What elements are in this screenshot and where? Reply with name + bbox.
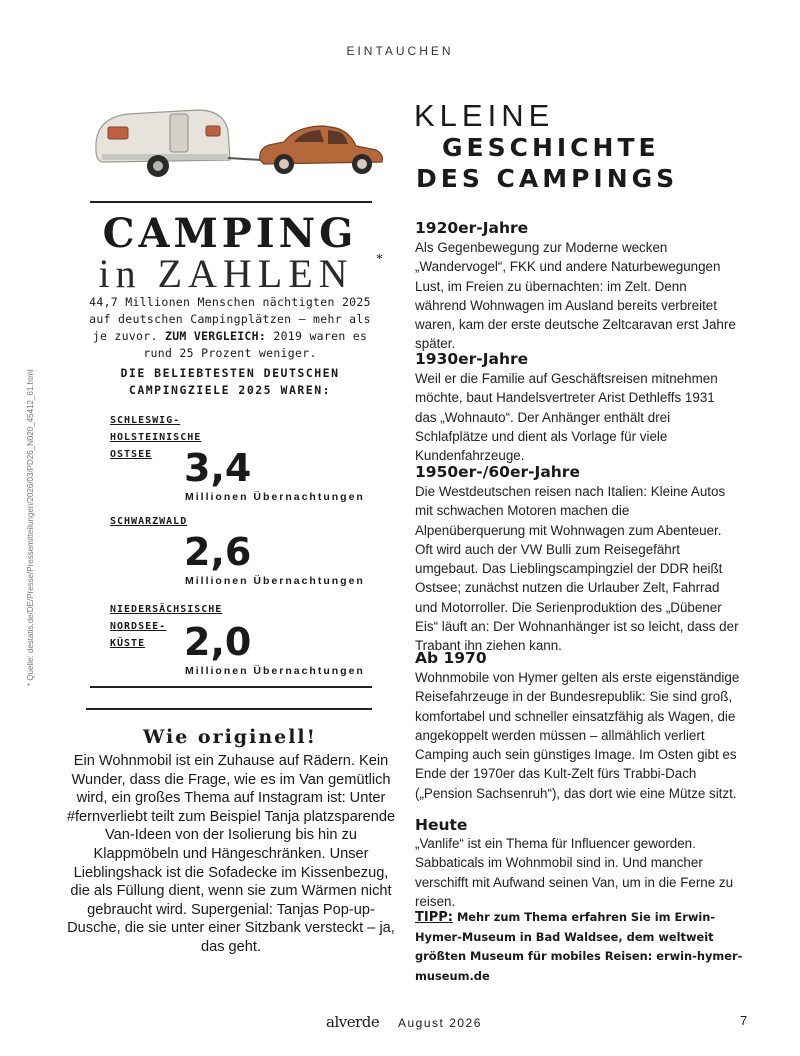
stat-unit-nordsee: Millionen Übernachtungen bbox=[185, 665, 365, 677]
page-number: 7 bbox=[740, 1013, 748, 1028]
stat-label-line: HOLSTEINISCHE bbox=[110, 432, 202, 443]
stat-label-line: NORDSEE- bbox=[110, 621, 167, 632]
divider-mid bbox=[90, 686, 372, 688]
tip-label: TIPP: bbox=[415, 910, 453, 925]
history-title-line2: GESCHICHTE bbox=[442, 133, 660, 162]
footnote-asterisk: * bbox=[376, 252, 383, 267]
footer-brand-logo: alverde bbox=[326, 1013, 380, 1031]
stats-intro-end: 2019 waren es rund 25 Prozent weniger. bbox=[143, 329, 368, 360]
stats-heading: DIE BELIEBTESTEN DEUTSCHEN CAMPINGZIELE 2025 WAREN: bbox=[120, 366, 340, 397]
stat-label-line: SCHWARZWALD bbox=[110, 516, 188, 527]
section-text-1970: Wohnmobile von Hymer gelten als erste eigenständige Reisefahrzeuge in der Bundesrepublik: Sie sind groß, komfortabel und schneller einsatzfähig als Wagen, die angekoppelt werden müssen – allmählich verliert Camping auch sein günstiges Image. Im Osten gibt es Ende der 1970er das Kult-Zelt fürs Trabbi-Dach („Pension Sachsenruh“), das dort wie eine Mütze sitzt. bbox=[415, 670, 740, 801]
source-note: * Quelle: destatis.de/DE/Presse/Pressemitteilungen/2026/03/PD26_N020_45412_61.html bbox=[26, 369, 35, 686]
stat-label-line: NIEDERSÄCHSISCHE bbox=[110, 604, 223, 615]
stat-label-schwarzwald bbox=[110, 513, 200, 530]
stats-intro-bold: ZUM VERGLEICH: bbox=[164, 329, 267, 343]
section-text-1920: Als Gegenbewegung zur Moderne wecken „Wandervogel“, FKK und andere Naturbewegungen Lust, im Freien zu übernachten: im Zelt. Denn während Wohnwagen im Ausland bereits verbreitet waren, kam der erste deutsche Zeltcaravan erst Jahre später. bbox=[415, 240, 736, 352]
stat-label-line: KÜSTE bbox=[110, 638, 146, 649]
stat-label-line: SCHLESWIG- bbox=[110, 415, 181, 426]
section-text-heute: „Vanlife“ ist ein Thema für Influencer geworden. Sabbaticals im Wohnmobil sind in. Und mancher verschifft mit Aufwand seinen Van, um in die Ferne zu reisen. bbox=[415, 836, 734, 909]
stat-label-line: OSTSEE bbox=[110, 449, 153, 460]
history-title-line3: DES CAMPINGS bbox=[416, 164, 679, 193]
section-text-1930: Weil er die Familie auf Geschäftsreisen mitnehmen möchte, baut Handelsvertreter Arist Dethleffs 1931 das „Wohnauto“. Der Anhänger enthält drei Schlafplätze und dient als Vorlage für viele Kundenfahrzeuge. bbox=[415, 371, 718, 464]
stats-subtitle: in ZAHLEN bbox=[98, 251, 354, 296]
stats-intro bbox=[80, 294, 380, 362]
tip-text: Mehr zum Thema erfahren Sie im Erwin-Hymer-Museum in Bad Waldsee, dem weltweit größten Museum für mobiles Reisen: erwin-hymer-museum.de bbox=[415, 910, 743, 983]
stat-value-schwarzwald: 2,6 bbox=[184, 530, 252, 574]
section-heading-heute: Heute bbox=[415, 816, 468, 834]
divider-top bbox=[90, 201, 372, 203]
stat-unit-schwarzwald: Millionen Übernachtungen bbox=[185, 575, 365, 587]
history-title-line1: KLEINE bbox=[414, 98, 555, 133]
section-kicker: EINTAUCHEN bbox=[346, 44, 454, 58]
stats-intro-text: 44,7 Millionen Menschen nächtigten 2025 auf deutschen Campingplätzen – mehr als je zuvor. bbox=[89, 295, 371, 343]
section-heading-1950: 1950er-/60er-Jahre bbox=[415, 463, 580, 481]
section-heading-1930: 1930er-Jahre bbox=[415, 350, 529, 368]
stat-value-nordsee: 2,0 bbox=[184, 620, 252, 664]
vintage-car-with-caravan-image bbox=[88, 100, 388, 184]
original-text: Ein Wohnmobil ist ein Zuhause auf Rädern. Kein Wunder, dass die Frage, wie es im Van gemütlich wird, ein großes Thema auf Instagram ist: Unter #fernverliebt teilt zum Beispiel Tanja platzsparende Van-Ideen von der Isolierung bis hin zu Klappmöbeln und Hängeschränken. Unser Lieblingshack ist die Sofadecke im Kissenbezug, die als Füllung dient, wenn sie zum Wärmen nicht gebraucht wird. Supergenial: Tanjas Pop-up-Dusche, die sie unter einer Sitzbank versteckt – ja, das geht. bbox=[66, 753, 396, 955]
section-text-1950: Die Westdeutschen reisen nach Italien: Kleine Autos mit schwachen Motoren machen die Alpenüberquerung mit Wohnwagen zum Abenteuer. Oft wird auch der VW Bulli zum Reisegefährt umgebaut. Das Lieblingscampingziel der DDR heißt Ostsee; zunächst nutzen die Urlauber Zelt, Fahrrad und Motorroller. Die Serienproduktion des „Dübener Eis“ läuft an: Der Wohnanhänger ist so leicht, dass der Trabant ihn ziehen kann. bbox=[415, 484, 739, 654]
stat-value-ostsee: 3,4 bbox=[184, 446, 252, 490]
tip-box bbox=[415, 908, 745, 986]
stat-unit-ostsee: Millionen Übernachtungen bbox=[185, 491, 365, 503]
section-heading-1970: Ab 1970 bbox=[415, 649, 487, 667]
divider-original bbox=[86, 708, 372, 710]
stats-title: CAMPING bbox=[102, 210, 358, 257]
original-title: Wie originell! bbox=[142, 726, 317, 748]
footer-date: August 2026 bbox=[398, 1016, 482, 1030]
section-heading-1920: 1920er-Jahre bbox=[415, 219, 529, 237]
